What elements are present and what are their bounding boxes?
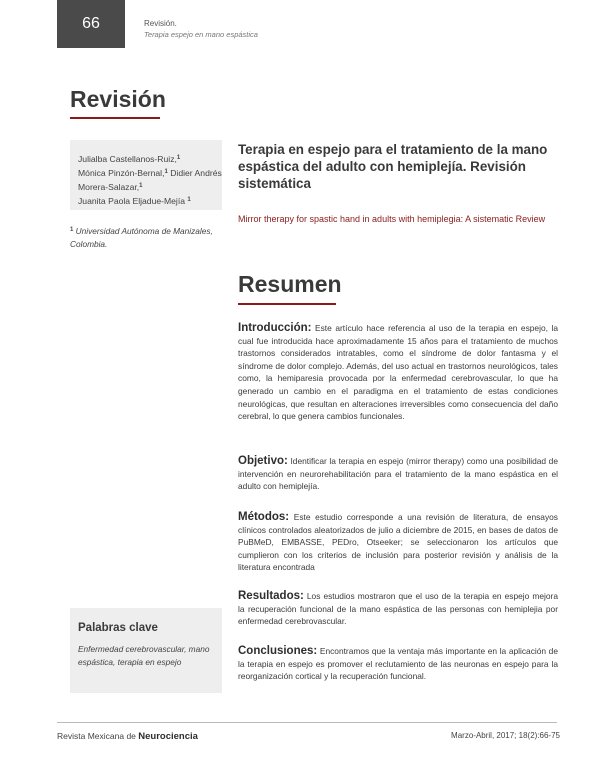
abstract-metodos [238,511,558,574]
section-title-underline [70,117,160,119]
abstract-conclusiones [238,645,558,683]
page-number: 66 [57,0,125,48]
article-title: Terapia en espejo para el tratamiento de la mano espástica del adulto con hemiplejía. Revisión sistemática [238,142,548,191]
running-title: Terapia espejo en mano espástica [144,30,258,39]
affiliation-text: Universidad Autónoma de Manizales, Colombia. [70,226,213,249]
footer-citation: Marzo-Abril, 2017; 18(2):66-75 [451,731,560,740]
section-label: Métodos: [238,511,290,523]
section-text: Este artículo hace referencia al uso de la terapia en espejo, la cual fue introducida hace aproximadamente 15 años para el tratamiento de muchos trastornos considerados intratables, como el síndrome de dolor fantasma y el síndrome de dolor complejo. Además, del uso actual en trastornos neurológicos, tales como, la hemiparesia provocada por la enfermedad cerebrovascular, lo que ha generado un cambio en el paradigma en el tratamiento de estas condiciones neurológicas, que resultan en alteraciones irreversibles como consecuencia del daño cerebral, lo que genera cambios funcionales. [238,323,559,422]
keywords-text: Enfermedad cerebrovascular, mano espástica, terapia en espejo [78,644,210,667]
section-label: Resultados: [238,590,304,602]
section-label: Conclusiones: [238,645,318,657]
author-name: Mónica Pinzón-Bernal, [78,168,165,178]
author-list [78,152,242,208]
author-name: Julialba Castellanos-Ruiz, [78,154,177,164]
article-subtitle: Mirror therapy for spastic hand in adults with hemiplegia: A sistematic Review [238,214,546,224]
footer-journal [57,731,198,742]
keywords-title: Palabras clave [78,622,158,634]
running-header [144,18,258,40]
section-text: Encontramos que la ventaja más importante en la aplicación de la terapia en espejo es promover el reclutamiento de las neuronas en espejo para la reorganización cortical y la recuperación funcional. [238,646,559,682]
author-name: Juanita Paola Eljadue-Mejía [78,196,186,206]
author-name: Didier Andrés Morera-Salazar, [78,168,222,192]
affiliation [70,224,220,251]
running-section: Revisión. [144,19,177,28]
abstract-heading: Resumen [238,271,342,297]
section-label: Objetivo: [238,455,288,467]
section-text: Los estudios mostraron que el uso de la terapia en espejo mejora la recuperación funcional de la mano espástica de las personas con hemiplejia por enfermedad cerebrovascular. [238,591,558,627]
abstract-heading-underline [238,303,336,305]
footer-divider [57,722,557,723]
section-title: Revisión [70,86,166,112]
section-text: Este estudio corresponde a una revisión de literatura, de ensayos clínicos controlados aleatorizados de julio a diciembre de 2015, en bases de datos de PuBMeD, EMBASSE, PEDro, Otseeker; se seleccionaron los artículos que cumplieron con los criterios de inclusión para posterior revisión y análisis de la literatura encontrada [238,512,558,573]
section-text: Identificar la terapia en espejo (mirror therapy) como una posibilidad de intervención en neurorehabilitación para el tratamiento de la mano espástica en el adulto con hemiplejía. [238,456,558,492]
affiliation-sup: 1 [70,227,74,233]
author-sup: 1 [164,169,168,175]
journal-prefix: Revista Mexicana de [57,731,136,741]
journal-name: Neurociencia [138,731,198,742]
section-label: Introducción: [238,322,312,334]
abstract-resultados [238,590,558,628]
author-sup: 1 [139,183,143,189]
abstract-objetivo [238,455,558,493]
abstract-introduccion [238,322,558,423]
author-sup: 1 [187,197,191,203]
author-sup: 1 [176,155,181,161]
